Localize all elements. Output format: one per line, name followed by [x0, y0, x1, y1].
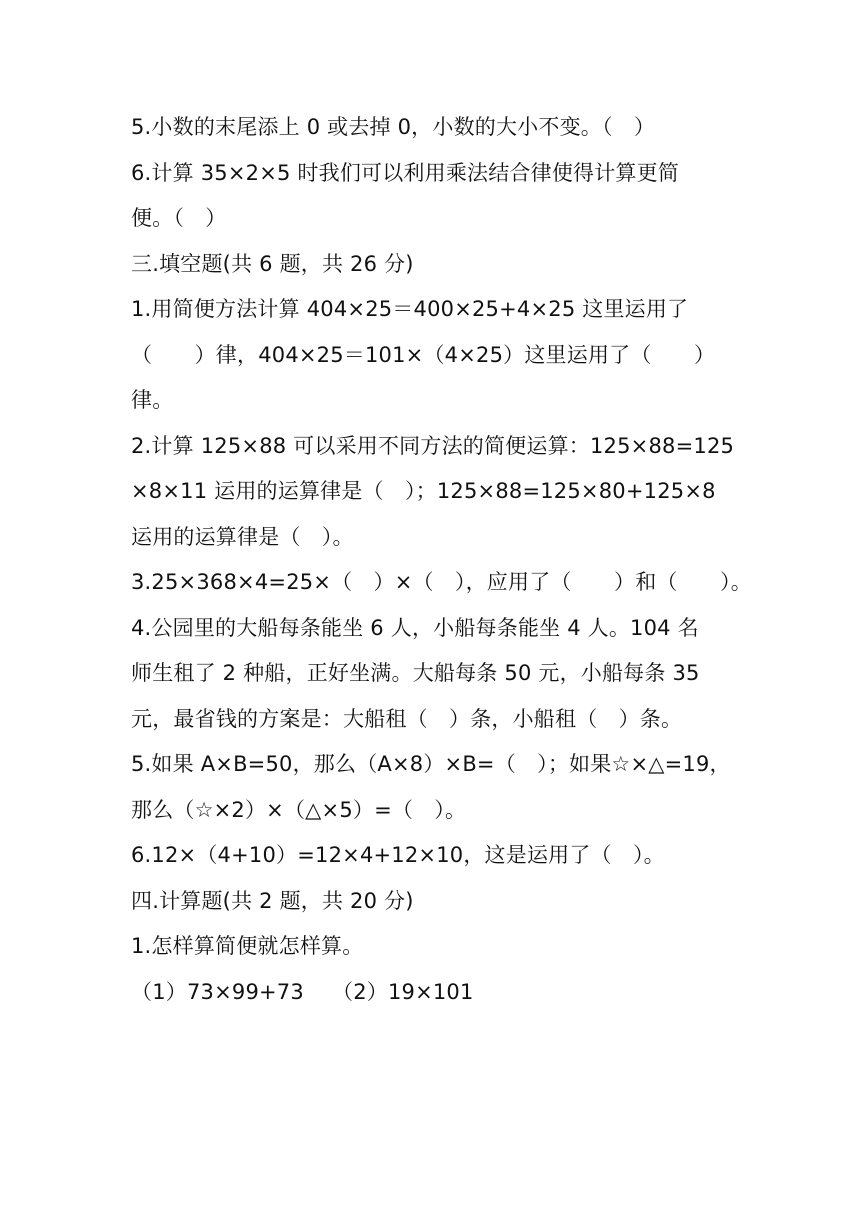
- question-fill-1-line1: 1.用简便方法计算 404×25＝400×25+4×25 这里运用了: [131, 297, 689, 321]
- question-fill-5-line2: 那么（☆×2）×（△×5）=（ ）。: [131, 797, 467, 822]
- question-fill-3: 3.25×368×4=25×（ ）×（ ），应用了（ ）和（ ）。: [131, 570, 752, 594]
- question-fill-4-line1: 4.公园里的大船每条能坐 6 人，小船每条能坐 4 人。104 名: [131, 615, 699, 640]
- question-fill-1-line3: 律。: [131, 388, 174, 412]
- question-fill-2-line2: ×8×11 运用的运算律是（ ）；125×88=125×80+125×8: [131, 479, 716, 503]
- question-calc-1-items: （1）73×99+73 （2）19×101: [131, 979, 474, 1004]
- question-fill-5-line1: 5.如果 A×B=50，那么（A×8）×B=（ ）；如果☆×△=19，: [131, 752, 731, 776]
- question-fill-6: 6.12×（4+10）=12×4+12×10，这是运用了（ ）。: [131, 843, 665, 867]
- question-true-false-5: 5.小数的末尾添上 0 或去掉 0，小数的大小不变。（ ）: [131, 115, 656, 139]
- question-true-false-6-line2: 便。（ ）: [131, 206, 227, 230]
- question-fill-2-line1: 2.计算 125×88 可以采用不同方法的简便运算：125×88=125: [131, 433, 735, 458]
- question-fill-4-line3: 元，最省钱的方案是：大船租（ ）条，小船租（ ）条。: [131, 706, 683, 731]
- section-heading-fill-in: 三.填空题(共 6 题，共 26 分): [131, 251, 414, 276]
- worksheet-content: [131, 105, 752, 1015]
- question-fill-1-line2: （ ）律，404×25＝101×（4×25）这里运用了（ ）: [131, 342, 716, 367]
- question-true-false-6-line1: 6.计算 35×2×5 时我们可以利用乘法结合律使得计算更简: [131, 160, 680, 185]
- section-heading-calculation: 四.计算题(共 2 题，共 20 分): [131, 888, 414, 913]
- question-calc-1: 1.怎样算简便就怎样算。: [131, 934, 364, 958]
- question-fill-4-line2: 师生租了 2 种船，正好坐满。大船每条 50 元，小船每条 35: [131, 661, 700, 685]
- question-fill-2-line3: 运用的运算律是（ ）。: [131, 524, 354, 549]
